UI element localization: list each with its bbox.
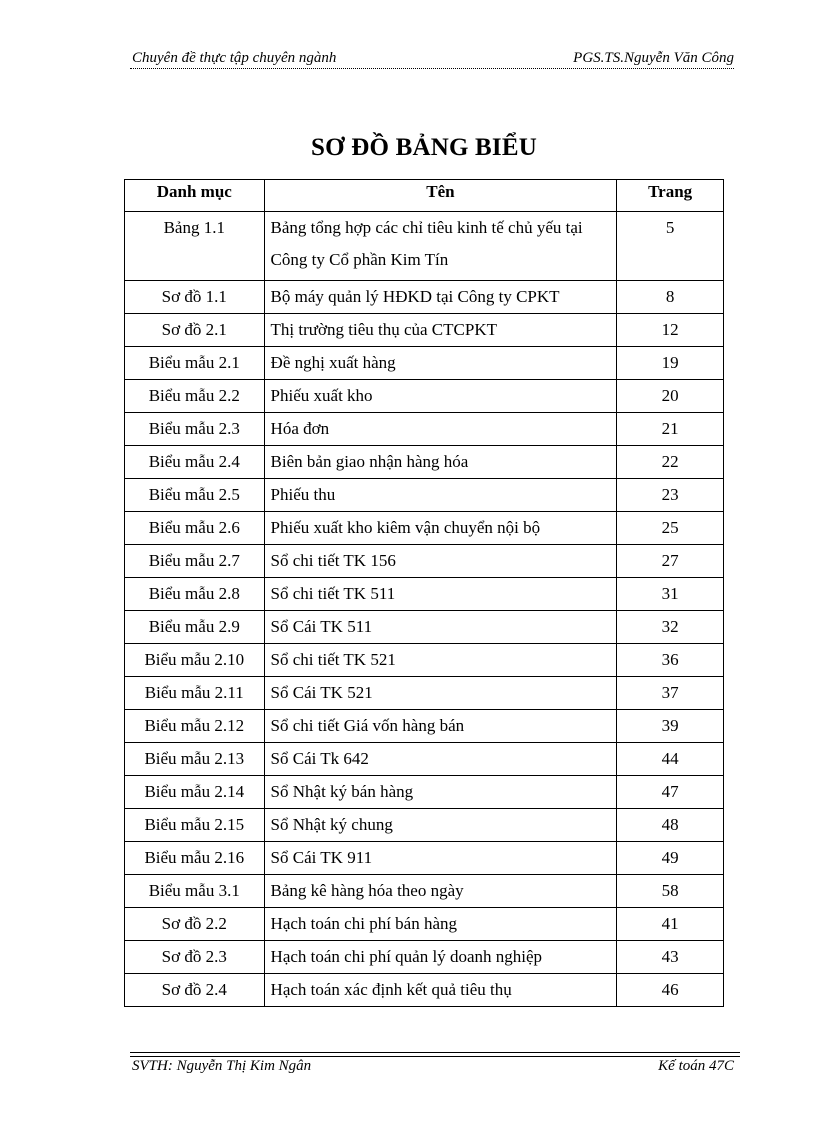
cell-category: Sơ đồ 2.2 <box>125 908 265 941</box>
table-row <box>125 212 724 281</box>
cell-category: Sơ đồ 2.1 <box>125 314 265 347</box>
cell-name: Phiếu thu <box>264 479 617 512</box>
cell-page: 12 <box>617 314 724 347</box>
page-title: SƠ ĐỒ BẢNG BIỂU <box>311 134 537 161</box>
cell-page: 41 <box>617 908 724 941</box>
cell-page: 25 <box>617 512 724 545</box>
cell-category: Sơ đồ 1.1 <box>125 281 265 314</box>
table-row <box>125 413 724 446</box>
cell-category: Biểu mẫu 2.10 <box>125 644 265 677</box>
cell-name: Sổ chi tiết Giá vốn hàng bán <box>264 710 617 743</box>
footer-right-text: Kế toán 47C <box>658 1058 734 1074</box>
cell-page: 46 <box>617 974 724 1007</box>
cell-name: Hóa đơn <box>264 413 617 446</box>
cell-name: Phiếu xuất kho <box>264 380 617 413</box>
cell-name: Sổ chi tiết TK 511 <box>264 578 617 611</box>
table-row <box>125 842 724 875</box>
column-header-category: Danh mục <box>125 180 265 212</box>
cell-name: Đề nghị xuất hàng <box>264 347 617 380</box>
cell-category: Biểu mẫu 2.4 <box>125 446 265 479</box>
cell-name: Sổ chi tiết TK 156 <box>264 545 617 578</box>
cell-category: Biểu mẫu 2.13 <box>125 743 265 776</box>
cell-page: 58 <box>617 875 724 908</box>
table-row <box>125 611 724 644</box>
cell-page: 5 <box>617 212 724 281</box>
cell-page: 19 <box>617 347 724 380</box>
cell-category: Biểu mẫu 2.7 <box>125 545 265 578</box>
cell-page: 31 <box>617 578 724 611</box>
table-row <box>125 578 724 611</box>
cell-page: 32 <box>617 611 724 644</box>
cell-category: Bảng 1.1 <box>125 212 265 281</box>
table-row <box>125 908 724 941</box>
table-body <box>125 212 724 1007</box>
cell-name: Thị trường tiêu thụ của CTCPKT <box>264 314 617 347</box>
cell-category: Sơ đồ 2.4 <box>125 974 265 1007</box>
cell-page: 8 <box>617 281 724 314</box>
table-row <box>125 875 724 908</box>
cell-name: Sổ Cái TK 521 <box>264 677 617 710</box>
table-row <box>125 809 724 842</box>
cell-name: Hạch toán xác định kết quả tiêu thụ <box>264 974 617 1007</box>
cell-category: Biểu mẫu 2.16 <box>125 842 265 875</box>
page-footer <box>130 1058 734 1078</box>
cell-page: 44 <box>617 743 724 776</box>
cell-category: Biểu mẫu 2.9 <box>125 611 265 644</box>
cell-name: Bảng tổng hợp các chỉ tiêu kinh tế chủ yếu tại Công ty Cổ phần Kim Tín <box>264 212 617 281</box>
header-divider <box>130 68 734 69</box>
table-row <box>125 743 724 776</box>
table-row <box>125 314 724 347</box>
cell-page: 22 <box>617 446 724 479</box>
table-header-row <box>125 180 724 212</box>
header-left-text: Chuyên đề thực tập chuyên ngành <box>132 50 337 66</box>
cell-category: Sơ đồ 2.3 <box>125 941 265 974</box>
footer-divider <box>130 1052 740 1057</box>
cell-category: Biểu mẫu 2.6 <box>125 512 265 545</box>
cell-page: 23 <box>617 479 724 512</box>
table-row <box>125 281 724 314</box>
cell-page: 47 <box>617 776 724 809</box>
cell-page: 20 <box>617 380 724 413</box>
cell-category: Biểu mẫu 2.1 <box>125 347 265 380</box>
cell-name: Phiếu xuất kho kiêm vận chuyển nội bộ <box>264 512 617 545</box>
column-header-name: Tên <box>264 180 617 212</box>
table-row <box>125 776 724 809</box>
cell-name: Sổ chi tiết TK 521 <box>264 644 617 677</box>
cell-name: Sổ Cái Tk 642 <box>264 743 617 776</box>
cell-name: Sổ Nhật ký bán hàng <box>264 776 617 809</box>
figures-table <box>124 179 724 1007</box>
table-row <box>125 710 724 743</box>
table-row <box>125 974 724 1007</box>
table-row <box>125 380 724 413</box>
page-header <box>130 50 734 70</box>
table-row <box>125 512 724 545</box>
cell-category: Biểu mẫu 2.2 <box>125 380 265 413</box>
header-right-text: PGS.TS.Nguyễn Văn Công <box>573 50 734 66</box>
cell-name: Hạch toán chi phí quản lý doanh nghiệp <box>264 941 617 974</box>
cell-name: Hạch toán chi phí bán hàng <box>264 908 617 941</box>
table-row <box>125 479 724 512</box>
cell-page: 49 <box>617 842 724 875</box>
table-row <box>125 677 724 710</box>
table-row <box>125 446 724 479</box>
cell-page: 21 <box>617 413 724 446</box>
cell-page: 48 <box>617 809 724 842</box>
cell-category: Biểu mẫu 2.5 <box>125 479 265 512</box>
table-row <box>125 644 724 677</box>
table-row <box>125 347 724 380</box>
cell-page: 27 <box>617 545 724 578</box>
cell-name: Sổ Nhật ký chung <box>264 809 617 842</box>
cell-page: 39 <box>617 710 724 743</box>
cell-category: Biểu mẫu 3.1 <box>125 875 265 908</box>
cell-name: Biên bản giao nhận hàng hóa <box>264 446 617 479</box>
cell-category: Biểu mẫu 2.8 <box>125 578 265 611</box>
table-row <box>125 545 724 578</box>
cell-name: Sổ Cái TK 511 <box>264 611 617 644</box>
cell-name: Sổ Cái TK 911 <box>264 842 617 875</box>
cell-name: Bảng kê hàng hóa theo ngày <box>264 875 617 908</box>
cell-page: 36 <box>617 644 724 677</box>
table-row <box>125 941 724 974</box>
cell-page: 43 <box>617 941 724 974</box>
column-header-page: Trang <box>617 180 724 212</box>
cell-name: Bộ máy quản lý HĐKD tại Công ty CPKT <box>264 281 617 314</box>
footer-left-text: SVTH: Nguyễn Thị Kim Ngân <box>132 1058 312 1074</box>
cell-category: Biểu mẫu 2.11 <box>125 677 265 710</box>
cell-category: Biểu mẫu 2.3 <box>125 413 265 446</box>
cell-category: Biểu mẫu 2.15 <box>125 809 265 842</box>
cell-page: 37 <box>617 677 724 710</box>
cell-category: Biểu mẫu 2.12 <box>125 710 265 743</box>
cell-category: Biểu mẫu 2.14 <box>125 776 265 809</box>
